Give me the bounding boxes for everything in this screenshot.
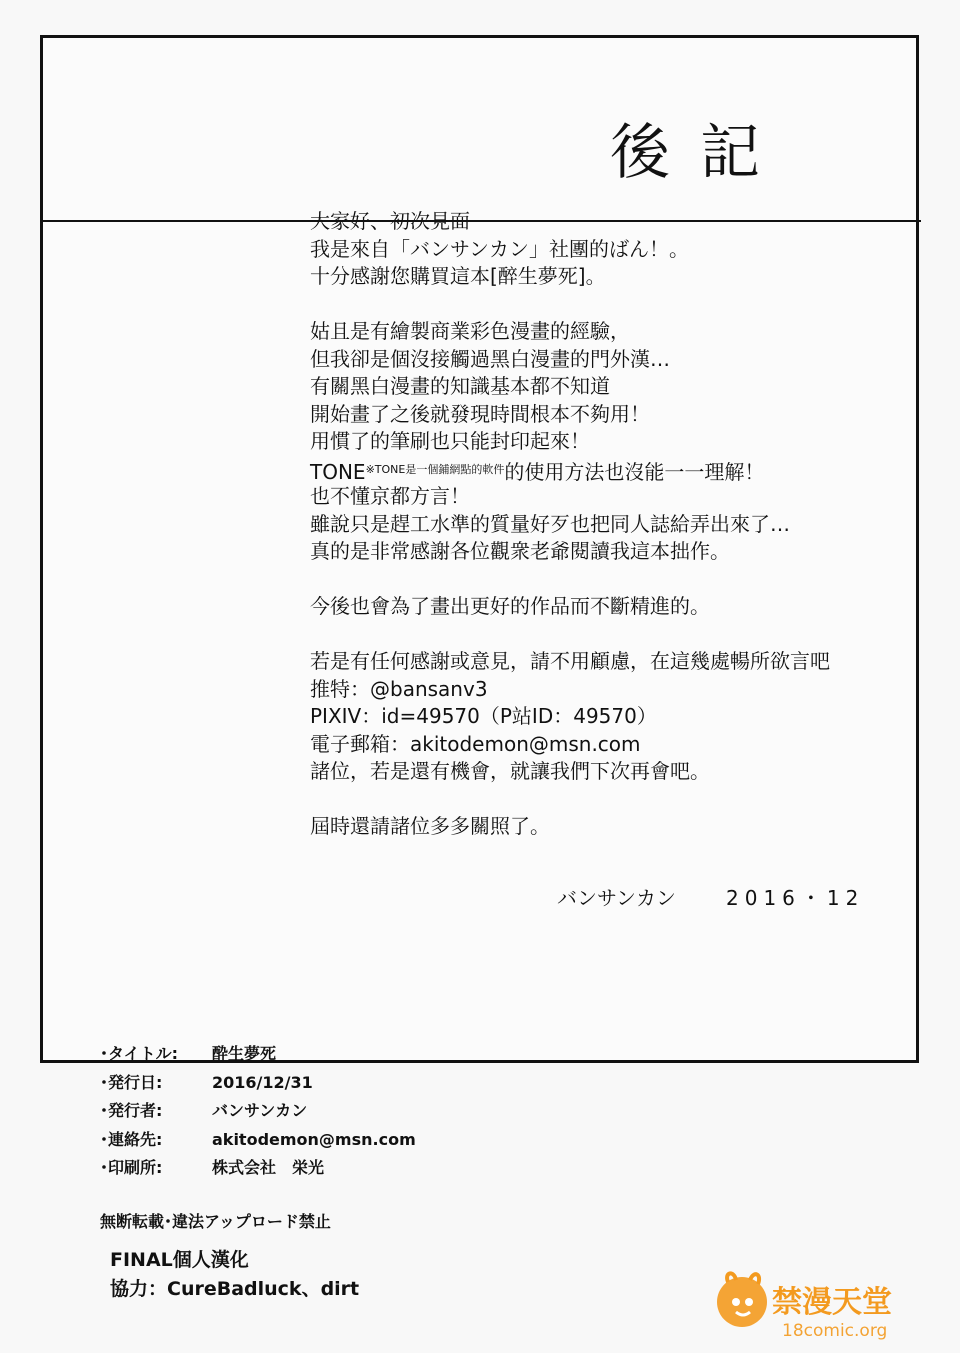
credits — [110, 1246, 359, 1304]
paragraph-gap — [310, 566, 910, 594]
afterword-line: 今後也會為了畫出更好的作品而不斷精進的。 — [310, 594, 710, 618]
paragraph-gap — [310, 621, 910, 649]
colophon-value: 株式会社 栄光 — [212, 1158, 325, 1177]
email-line: 電子郵箱：akitodemon@msn.com — [310, 731, 641, 756]
tone-prefix: TONE — [310, 459, 366, 484]
signature-date: 2016・12 — [726, 886, 865, 910]
colophon-value: 2016/12/31 — [212, 1072, 313, 1092]
signature — [557, 883, 887, 913]
colophon-label: ･印刷所: — [100, 1158, 163, 1177]
translation-group: FINAL個人漢化 — [110, 1249, 249, 1271]
tone-footnote: ※TONE是一個鋪網點的軟件 — [365, 462, 505, 476]
paragraph-gap — [310, 786, 910, 814]
afterword-body — [310, 208, 910, 841]
colophon-label: ･タイトル: — [100, 1044, 179, 1063]
colophon-row — [100, 1097, 520, 1126]
afterword-line: 雖說只是趕工水準的質量好歹也把同人誌給弄出來了… — [310, 511, 790, 536]
pixiv-line: PIXIV：id=49570（P站ID：49570） — [310, 704, 657, 728]
colophon — [100, 1040, 520, 1183]
colophon-label: ･発行者: — [100, 1101, 163, 1120]
afterword-line: 屆時還請諸位多多關照了。 — [310, 814, 550, 838]
colophon-label: ･連絡先: — [100, 1129, 163, 1149]
afterword-line: 大家好、初次見面 — [310, 209, 470, 233]
afterword-line: 我是來自「バンサンカン」社團的ばん！。 — [310, 236, 689, 261]
watermark-name: 禁漫天堂 — [772, 1285, 892, 1320]
watermark — [700, 1268, 920, 1348]
afterword-line: 也不懂京都方言！ — [310, 484, 470, 508]
colophon-value: akitodemon@msn.com — [212, 1129, 416, 1149]
colophon-value: 酔生夢死 — [212, 1044, 277, 1063]
colophon-row — [100, 1126, 520, 1155]
twitter-line: 推特：@bansanv3 — [310, 676, 488, 701]
afterword-line: 有關黑白漫畫的知識基本都不知道 — [310, 374, 610, 398]
afterword-line: 若是有任何感謝或意見，請不用顧慮，在這幾處暢所欲言吧 — [310, 649, 830, 673]
helpers: 協力：CureBadluck、dirt — [110, 1278, 360, 1300]
page-title: 後記 — [610, 118, 790, 188]
tone-suffix: 的使用方法也沒能一一理解！ — [504, 459, 765, 484]
circle-name: バンサンカン — [557, 886, 676, 910]
afterword-line: 但我卻是個沒接觸過黑白漫畫的門外漢… — [310, 346, 670, 371]
afterword-line: 用慣了的筆刷也只能封印起來！ — [310, 429, 590, 453]
colophon-row — [100, 1154, 520, 1183]
afterword-line: 諸位，若是還有機會，就讓我們下次再會吧。 — [310, 759, 710, 783]
afterword-line: 十分感謝您購買這本[醉生夢死]。 — [310, 264, 606, 288]
afterword-line: 開始畫了之後就發現時間根本不夠用！ — [310, 401, 650, 426]
watermark-logo-icon — [700, 1268, 920, 1348]
tone-line — [310, 456, 910, 484]
watermark-url: 18comic.org — [782, 1321, 888, 1341]
paragraph-gap — [310, 291, 910, 319]
copyright-notice: 無断転載･違法アップロード禁止 — [100, 1212, 331, 1231]
afterword-line: 真的是非常感謝各位觀衆老爺閱讀我這本拙作。 — [310, 539, 730, 563]
colophon-value: バンサンカン — [212, 1101, 308, 1120]
colophon-row — [100, 1040, 520, 1069]
colophon-label: ･発行日: — [100, 1072, 163, 1092]
afterword-line: 姑且是有繪製商業彩色漫畫的經驗， — [310, 319, 630, 343]
colophon-row — [100, 1069, 520, 1098]
